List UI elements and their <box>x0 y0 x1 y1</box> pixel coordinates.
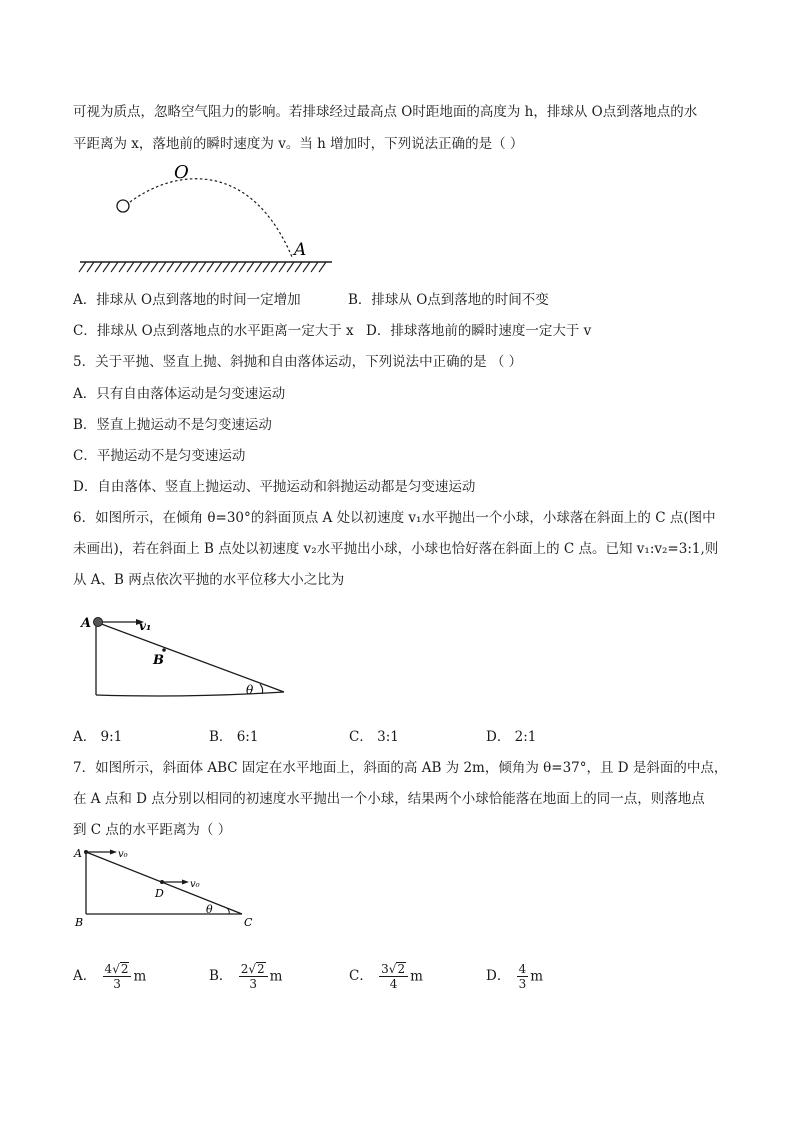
hatch-mark <box>303 262 310 272</box>
q7-stem-line-3: 到 C 点的水平距离为（ ） <box>73 822 232 838</box>
point-b-dot <box>162 648 166 652</box>
hatch-mark <box>79 262 86 272</box>
hatch-mark <box>223 262 230 272</box>
hatch-mark <box>247 262 254 272</box>
hatch-mark <box>263 262 270 272</box>
q4-stem-line-1: 可视为质点，忽略空气阻力的影响。若排球经过最高点 O时距地面的高度为 h，排球从 O点到落地点的水 <box>73 104 698 120</box>
point-c-label: C <box>244 916 253 929</box>
trajectory-dotted-curve <box>130 179 292 257</box>
point-a-label: A <box>294 240 307 260</box>
hatch-mark <box>255 262 262 272</box>
v1-label: v₁ <box>139 619 152 633</box>
hatch-mark <box>143 262 150 272</box>
hatch-mark <box>311 262 318 272</box>
q4-stem-line-2: 平距离为 x，落地前的瞬时速度为 v。当 h 增加时，下列说法正确的是（ ） <box>73 136 524 152</box>
hatch-mark <box>191 262 198 272</box>
ground-hatching <box>79 262 326 272</box>
theta-label: θ <box>246 683 254 697</box>
q6-option-d[interactable]: D． 2:1 <box>486 729 537 745</box>
q6-option-a[interactable]: A． 9:1 <box>73 729 123 745</box>
q7-option-b-prefix: B． <box>209 968 233 984</box>
q7-option-b[interactable]: B． 2 √ 2 3 m <box>209 962 283 991</box>
hatch-mark <box>199 262 206 272</box>
q7-option-d-prefix: D． <box>486 968 511 984</box>
q6-option-b[interactable]: B． 6:1 <box>209 729 259 745</box>
q7-option-c[interactable]: C． 3 √ 2 4 m <box>349 962 423 991</box>
hatch-mark <box>319 262 326 272</box>
point-a-label: A <box>81 616 92 631</box>
incline-abc-figure <box>72 842 262 930</box>
q4-option-c[interactable]: C．排球从 O点到落地点的水平距离一定大于 x <box>73 323 354 339</box>
point-o-label: O <box>174 162 189 183</box>
hatch-mark <box>207 262 214 272</box>
theta-angle-arc <box>260 684 263 694</box>
q6-stem-line-2: 未画出)，若在斜面上 B 点处以初速度 v₂水平抛出小球，小球也恰好落在斜面上的 C 点。已知 v₁:v₂=3:1,则 <box>73 541 719 557</box>
incline-slope <box>96 622 284 692</box>
hatch-mark <box>239 262 246 272</box>
point-d-label: D <box>155 887 164 900</box>
hatch-mark <box>159 262 166 272</box>
hatch-mark <box>215 262 222 272</box>
ball-at-a <box>94 618 103 627</box>
hatch-mark <box>167 262 174 272</box>
q5-stem: 5．关于平抛、竖直上抛、斜抛和自由落体运动，下列说法中正确的是 （ ） <box>73 354 523 370</box>
q7-option-d-fraction: $\frac{4}{3}$ <box>518 962 527 991</box>
hatch-mark <box>111 262 118 272</box>
volleyball-ball <box>117 200 129 212</box>
v0-mid-label: v₀ <box>190 879 200 890</box>
q5-option-c[interactable]: C．平抛运动不是匀变速运动 <box>73 448 246 464</box>
q5-option-b[interactable]: B．竖直上抛运动不是匀变速运动 <box>73 417 272 433</box>
hatch-mark <box>295 262 302 272</box>
point-a-label: A <box>74 847 82 860</box>
q7-stem-line-1: 7．如图所示，斜面体 ABC 固定在水平地面上，斜面的高 AB 为 2m，倾角为 θ=37°，且 D 是斜面的中点， <box>73 760 728 776</box>
q6-stem-line-1: 6．如图所示，在倾角 θ=30°的斜面顶点 A 处以初速度 v₁水平抛出一个小球，小球落在斜面上的 C 点(图中 <box>73 510 716 526</box>
hatch-mark <box>127 262 134 272</box>
incline-base <box>96 692 284 696</box>
hatch-mark <box>175 262 182 272</box>
point-b-label: B <box>75 916 84 929</box>
q7-option-a-prefix: A． <box>73 968 97 984</box>
q4-option-d[interactable]: D．排球落地前的瞬时速度一定大于 v <box>366 323 592 339</box>
hatch-mark <box>135 262 142 272</box>
q7-option-d[interactable]: D． $\frac{4}{3}$ m <box>486 962 544 991</box>
q7-option-c-fraction: 3 √ 2 4 <box>379 962 408 991</box>
q6-option-c[interactable]: C． 3:1 <box>349 729 399 745</box>
volleyball-trajectory-figure <box>76 160 338 276</box>
hatch-mark <box>103 262 110 272</box>
q7-option-a-fraction: 4 √ 2 3 <box>103 962 132 991</box>
q7-option-b-fraction: 2 √ 2 3 <box>239 962 268 991</box>
q7-option-a[interactable]: A． 4 √ 2 3 m <box>73 962 147 991</box>
hatch-mark <box>271 262 278 272</box>
incline-30-figure <box>78 610 293 702</box>
hatch-mark <box>87 262 94 272</box>
theta-label: θ <box>206 903 213 916</box>
q5-option-d[interactable]: D．自由落体、竖直上抛运动、平抛运动和斜抛运动都是匀变速运动 <box>73 479 476 495</box>
hatch-mark <box>95 262 102 272</box>
hatch-mark <box>119 262 126 272</box>
hatch-mark <box>151 262 158 272</box>
q6-stem-line-3: 从 A、B 两点依次平抛的水平位移大小之比为 <box>73 572 345 588</box>
q5-option-a[interactable]: A．只有自由落体运动是匀变速运动 <box>73 386 286 402</box>
v0-mid-arrow-head <box>182 880 189 885</box>
q4-option-a[interactable]: A．排球从 O点到落地的时间一定增加 <box>73 292 301 308</box>
hatch-mark <box>183 262 190 272</box>
hatch-mark <box>231 262 238 272</box>
v0-top-label: v₀ <box>118 849 128 860</box>
q7-option-c-prefix: C． <box>349 968 373 984</box>
hatch-mark <box>279 262 286 272</box>
v0-top-arrow-head <box>110 850 117 855</box>
q4-option-b[interactable]: B．排球从 O点到落地的时间不变 <box>348 292 549 308</box>
q7-stem-line-2: 在 A 点和 D 点分别以相同的初速度水平抛出一个小球，结果两个小球恰能落在地面上的同一点，则落地点 <box>73 791 705 807</box>
hatch-mark <box>287 262 294 272</box>
point-b-label: B <box>153 653 164 668</box>
slope-ac <box>86 852 242 914</box>
